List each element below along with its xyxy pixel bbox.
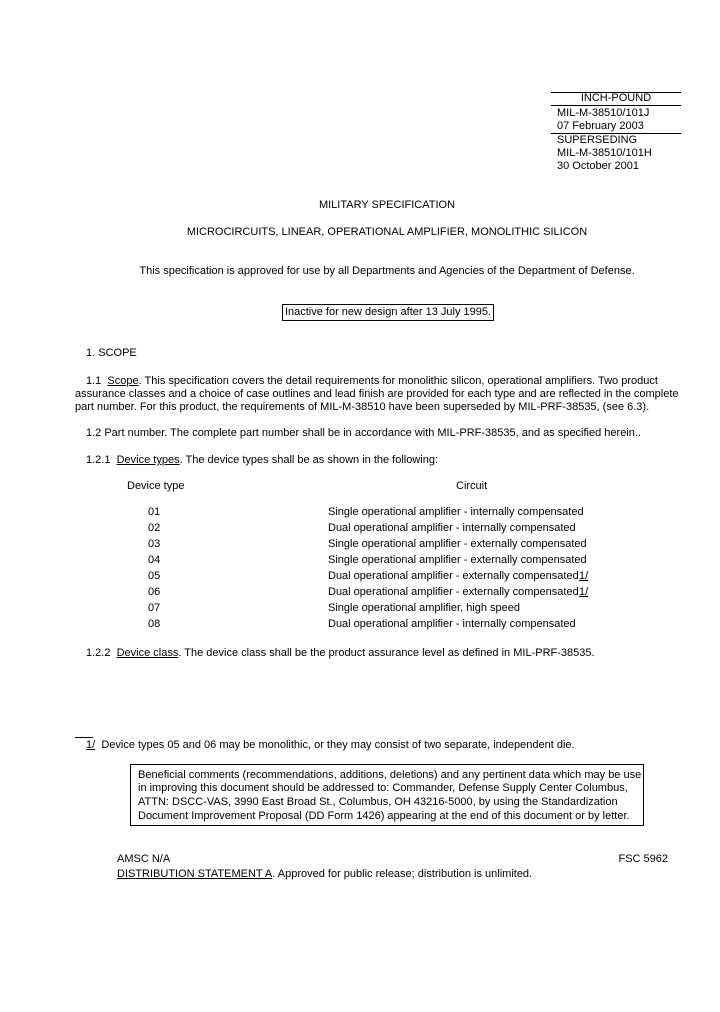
- section-1-2-2: [86, 647, 595, 660]
- section-1-1-line2: assurance classes and a choice of case outlines and lead finish are provided for each type and are reflected in the complete: [75, 388, 679, 400]
- table-row: [148, 602, 160, 615]
- section-1-2-2-number: 1.2.2: [86, 647, 111, 659]
- footnote-ref: 1/: [579, 586, 589, 598]
- section-1-1-number: 1.1: [86, 375, 102, 387]
- footnote-text: Device types 05 and 06 may be monolithic, or they may consist of two separate, independent die.: [101, 739, 575, 751]
- doc-date: 07 February 2003: [557, 120, 644, 132]
- section-1-2-1-rest: . The device types shall be as shown in the following:: [179, 454, 439, 466]
- distribution-rest: . Approved for public release; distribution is unlimited.: [272, 868, 533, 880]
- circuit-cell: Dual operational amplifier - internally compensated: [328, 618, 576, 630]
- table-row: [148, 506, 160, 519]
- comments-line-2: in improving this document should be addressed to: Commander, Defense Supply Center Columbus,: [138, 782, 628, 794]
- circuit-cell: Dual operational amplifier - externally compensated: [328, 586, 579, 598]
- section-1-1-term: Scope: [107, 375, 139, 387]
- section-1-1-line3: part number. For this product, the requirements of MIL-M-38510 have been superseded by MIL-PRF-38535, (see 6.3).: [75, 401, 650, 413]
- table-row: [148, 586, 160, 599]
- distribution-label: DISTRIBUTION STATEMENT A: [117, 868, 273, 880]
- spec-subject-title: MICROCIRCUITS, LINEAR, OPERATIONAL AMPLIFIER, MONOLITHIC SILICON: [186, 226, 588, 238]
- table-row: [148, 570, 160, 583]
- device-type-cell: 06: [148, 586, 161, 598]
- section-1-2-1-term: Device types: [116, 454, 180, 466]
- section-1-2-2-rest: . The device class shall be the product assurance level as defined in MIL-PRF-38535.: [178, 647, 595, 659]
- table-row: [148, 538, 160, 551]
- circuit-cell: Dual operational amplifier - externally compensated: [328, 570, 579, 582]
- table-header-circuit: Circuit: [456, 480, 488, 492]
- inactive-notice-box: [282, 304, 494, 321]
- device-type-cell: 01: [148, 506, 161, 518]
- table-row: [148, 618, 160, 631]
- section-1-1-line1: [86, 375, 658, 388]
- superseded-number: MIL-M-38510/101H: [557, 147, 652, 159]
- superseding-label: SUPERSEDING: [557, 134, 638, 146]
- table-row: [148, 554, 160, 567]
- circuit-cell: Single operational amplifier - internally compensated: [328, 506, 584, 518]
- comments-line-1: Beneficial comments (recommendations, additions, deletions) and any pertinent data which may be use: [138, 769, 642, 781]
- footnote: [86, 739, 575, 752]
- circuit-cell: Single operational amplifier, high speed: [328, 602, 521, 614]
- section-1-2-1: [86, 454, 438, 467]
- device-type-cell: 07: [148, 602, 161, 614]
- device-type-cell: 05: [148, 570, 161, 582]
- inch-pound-label: INCH-POUND: [580, 92, 652, 104]
- comments-line-3: ATTN: DSCC-VAS, 3990 East Broad St., Columbus, OH 43216-5000, by using the Standardization: [138, 796, 618, 808]
- device-type-cell: 04: [148, 554, 161, 566]
- circuit-cell: Single operational amplifier - externally compensated: [328, 538, 587, 550]
- inactive-notice: Inactive for new design after 13 July 1995.: [284, 306, 492, 318]
- table-header-device-type: Device type: [127, 480, 185, 492]
- section-1-2-2-term: Device class: [116, 647, 179, 659]
- spec-type-title: MILITARY SPECIFICATION: [318, 199, 456, 211]
- footnote-rule: [75, 737, 93, 738]
- superseded-date: 30 October 2001: [557, 160, 639, 172]
- doc-number: MIL-M-38510/101J: [557, 107, 650, 119]
- scope-heading: 1. SCOPE: [86, 347, 137, 359]
- approval-statement: This specification is approved for use by all Departments and Agencies of the Department of Defense.: [139, 265, 635, 277]
- circuit-cell: Single operational amplifier - externally compensated: [328, 554, 587, 566]
- amsc-label: AMSC N/A: [117, 853, 171, 865]
- header-rule-mid: [551, 105, 681, 106]
- footnote-marker: 1/: [86, 739, 96, 751]
- comments-line-4: Document Improvement Proposal (DD Form 1426) appearing at the end of this document or by letter.: [138, 810, 630, 822]
- footnote-ref: 1/: [579, 570, 589, 582]
- section-1-1-rest: . This specification covers the detail requirements for monolithic silicon, operational amplifiers. Two product: [138, 375, 658, 387]
- circuit-cell: Dual operational amplifier - internally compensated: [328, 522, 576, 534]
- fsc-label: FSC 5962: [618, 853, 668, 865]
- distribution-statement: [117, 868, 532, 881]
- device-type-cell: 08: [148, 618, 161, 630]
- section-1-2-1-number: 1.2.1: [86, 454, 111, 466]
- device-type-cell: 03: [148, 538, 161, 550]
- table-row: [148, 522, 160, 535]
- section-1-2: 1.2 Part number. The complete part number shall be in accordance with MIL-PRF-38535, and as specified herein..: [86, 427, 641, 439]
- device-type-cell: 02: [148, 522, 161, 534]
- comments-box: [130, 764, 644, 826]
